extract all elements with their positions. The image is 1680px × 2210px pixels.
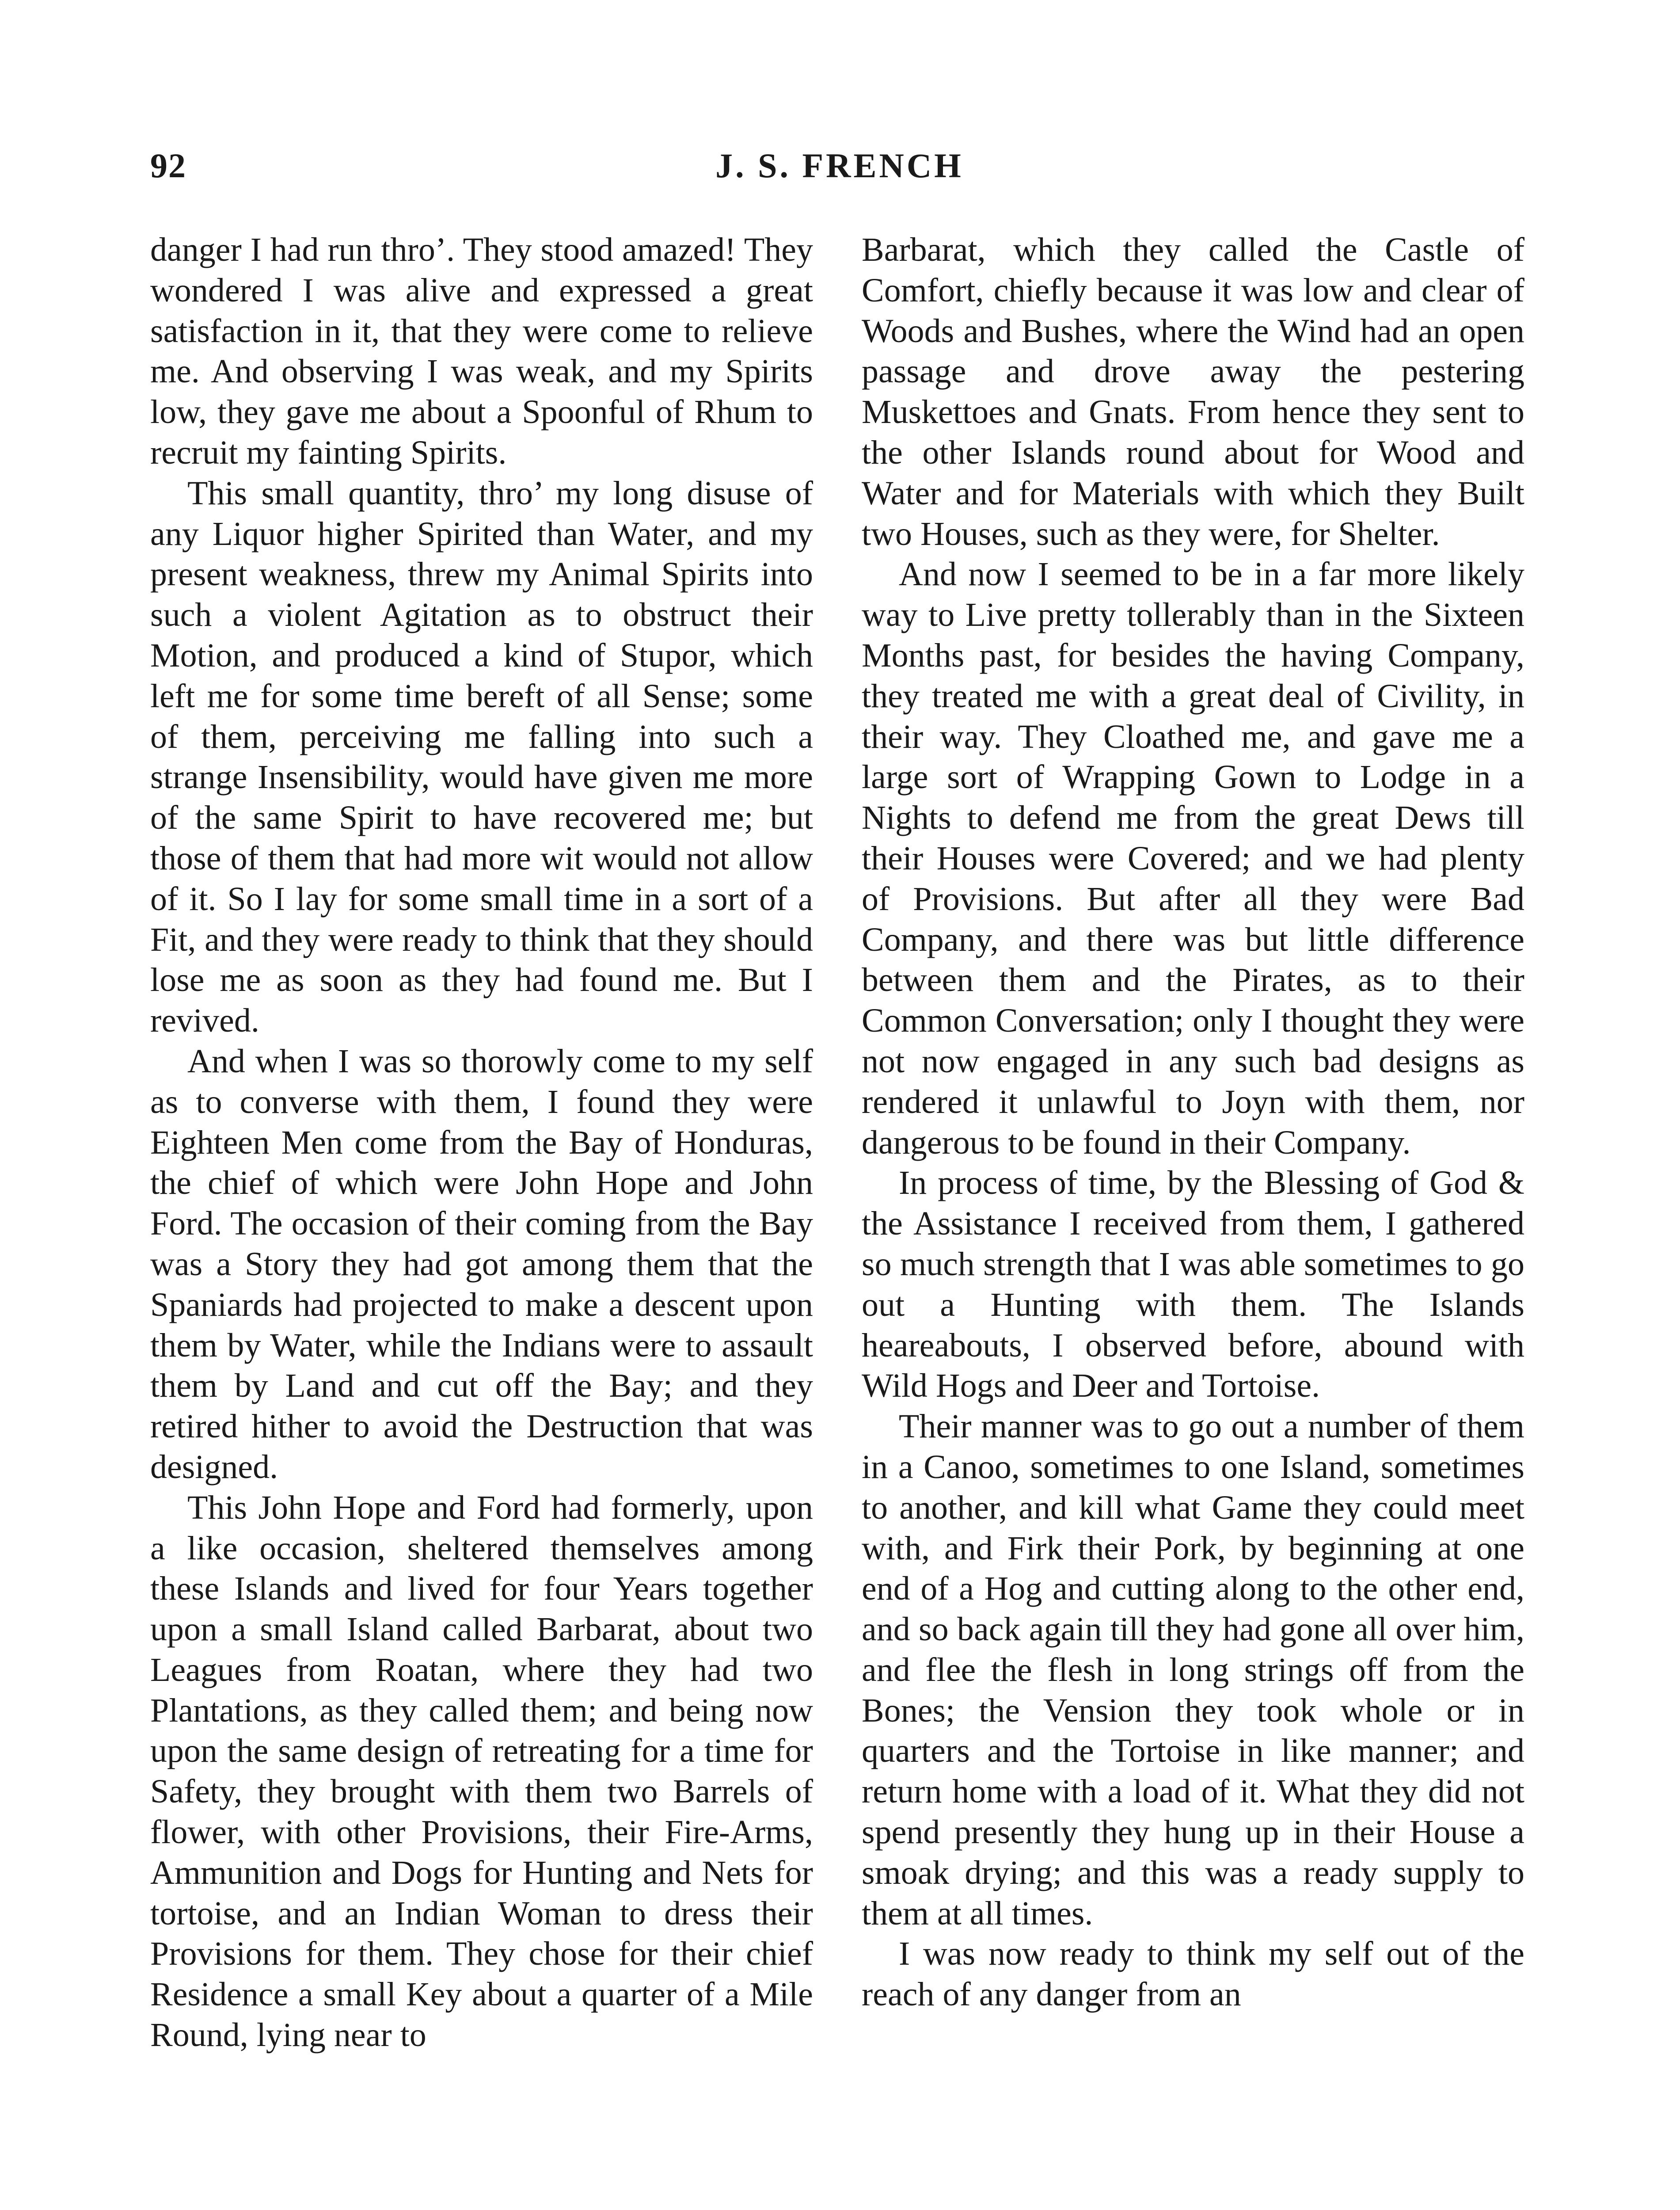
paragraph: And now I seemed to be in a far more likely way to Live pretty tollerably than in the Sixteen Months past, for besides the having Company, they treated me with a great deal of Civility, in their way. They Cloathed me, and gave me a large sort of Wrapping Gown to Lodge in a Nights to defend me from the great Dews till their Houses were Covered; and we had plenty of Provisions. But after all they were Bad Company, and there was but little difference between them and the Pirates, as to their Common Conversation; only I thought they were not now engaged in any such bad designs as rendered it unlawful to Joyn with them, nor dangerous to be found in their Company. xyxy=(862,556,1524,1161)
paragraph: This John Hope and Ford had formerly, upon a like occasion, sheltered themselves among these Islands and lived for four Years together upon a small Island called Barbarat, about two Leagues from Roatan, where they had two Plantations, as they called them; and being now upon the same design of retreating for a time for Safety, they brought with them two Barrels of flower, with other Provisions, their Fire-Arms, Ammunition and Dogs for Hunting and Nets for tortoise, and an Indian Woman to dress their Provisions for them. They chose for their chief Residence a small Key about a quarter of a Mile Round, lying near to xyxy=(150,1489,813,2054)
paragraph: danger I had run thro’. They stood amazed! They wondered I was alive and expressed a great satisfaction in it, that they were come to relieve me. And observing I was weak, and my Spirits low, they gave me about a Spoonful of Rhum to recruit my fainting Spirits. xyxy=(150,231,813,471)
left-column xyxy=(150,230,813,2056)
paragraph: Their manner was to go out a number of them in a Canoo, sometimes to one Island, sometimes to another, and kill what Game they could meet with, and Firk their Pork, by beginning at one end of a Hog and cutting along to the other end, and so back again till they had gone all over him, and flee the flesh in long strings off from the Bones; the Vension they took whole or in quarters and the Tortoise in like manner; and return home with a load of it. What they did not spend presently they hung up in their House a smoak drying; and this was a ready supply to them at all times. xyxy=(862,1408,1524,1932)
running-head: J. S. FRENCH xyxy=(715,146,964,185)
paragraph: I was now ready to think my self out of the reach of any danger from an xyxy=(862,1935,1524,2013)
right-column xyxy=(862,230,1524,2015)
page-header xyxy=(150,146,1529,199)
paragraph: This small quantity, thro’ my long disuse of any Liquor higher Spirited than Water, and my present weakness, threw my Animal Spirits into such a violent Agitation as to obstruct their Motion, and produced a kind of Stupor, which left me for some time bereft of all Sense; some of them, perceiving me falling into such a strange Insensibility, would have given me more of the same Spirit to have recovered me; but those of them that had more wit would not allow of it. So I lay for some small time in a sort of a Fit, and they were ready to think that they should lose me as soon as they had found me. But I revived. xyxy=(150,474,813,1040)
paragraph: Barbarat, which they called the Castle of Comfort, chiefly because it was low and clear of Woods and Bushes, where the Wind had an open passage and drove away the pestering Muskettoes and Gnats. From hence they sent to the other Islands round about for Wood and Water and for Materials with which they Built two Houses, such as they were, for Shelter. xyxy=(862,231,1524,552)
paragraph: And when I was so thorowly come to my self as to converse with them, I found they were Eighteen Men come from the Bay of Honduras, the chief of which were John Hope and John Ford. The occasion of their coming from the Bay was a Story they had got among them that the Spaniards had projected to make a descent upon them by Water, while the Indians were to assault them by Land and cut off the Bay; and they retired hither to avoid the Destruction that was designed. xyxy=(150,1042,813,1486)
page-number: 92 xyxy=(150,146,186,185)
paragraph: In process of time, by the Blessing of God & the Assistance I received from them, I gathered so much strength that I was able sometimes to go out a Hunting with them. The Islands heareabouts, I observed before, abound with Wild Hogs and Deer and Tortoise. xyxy=(862,1164,1524,1405)
